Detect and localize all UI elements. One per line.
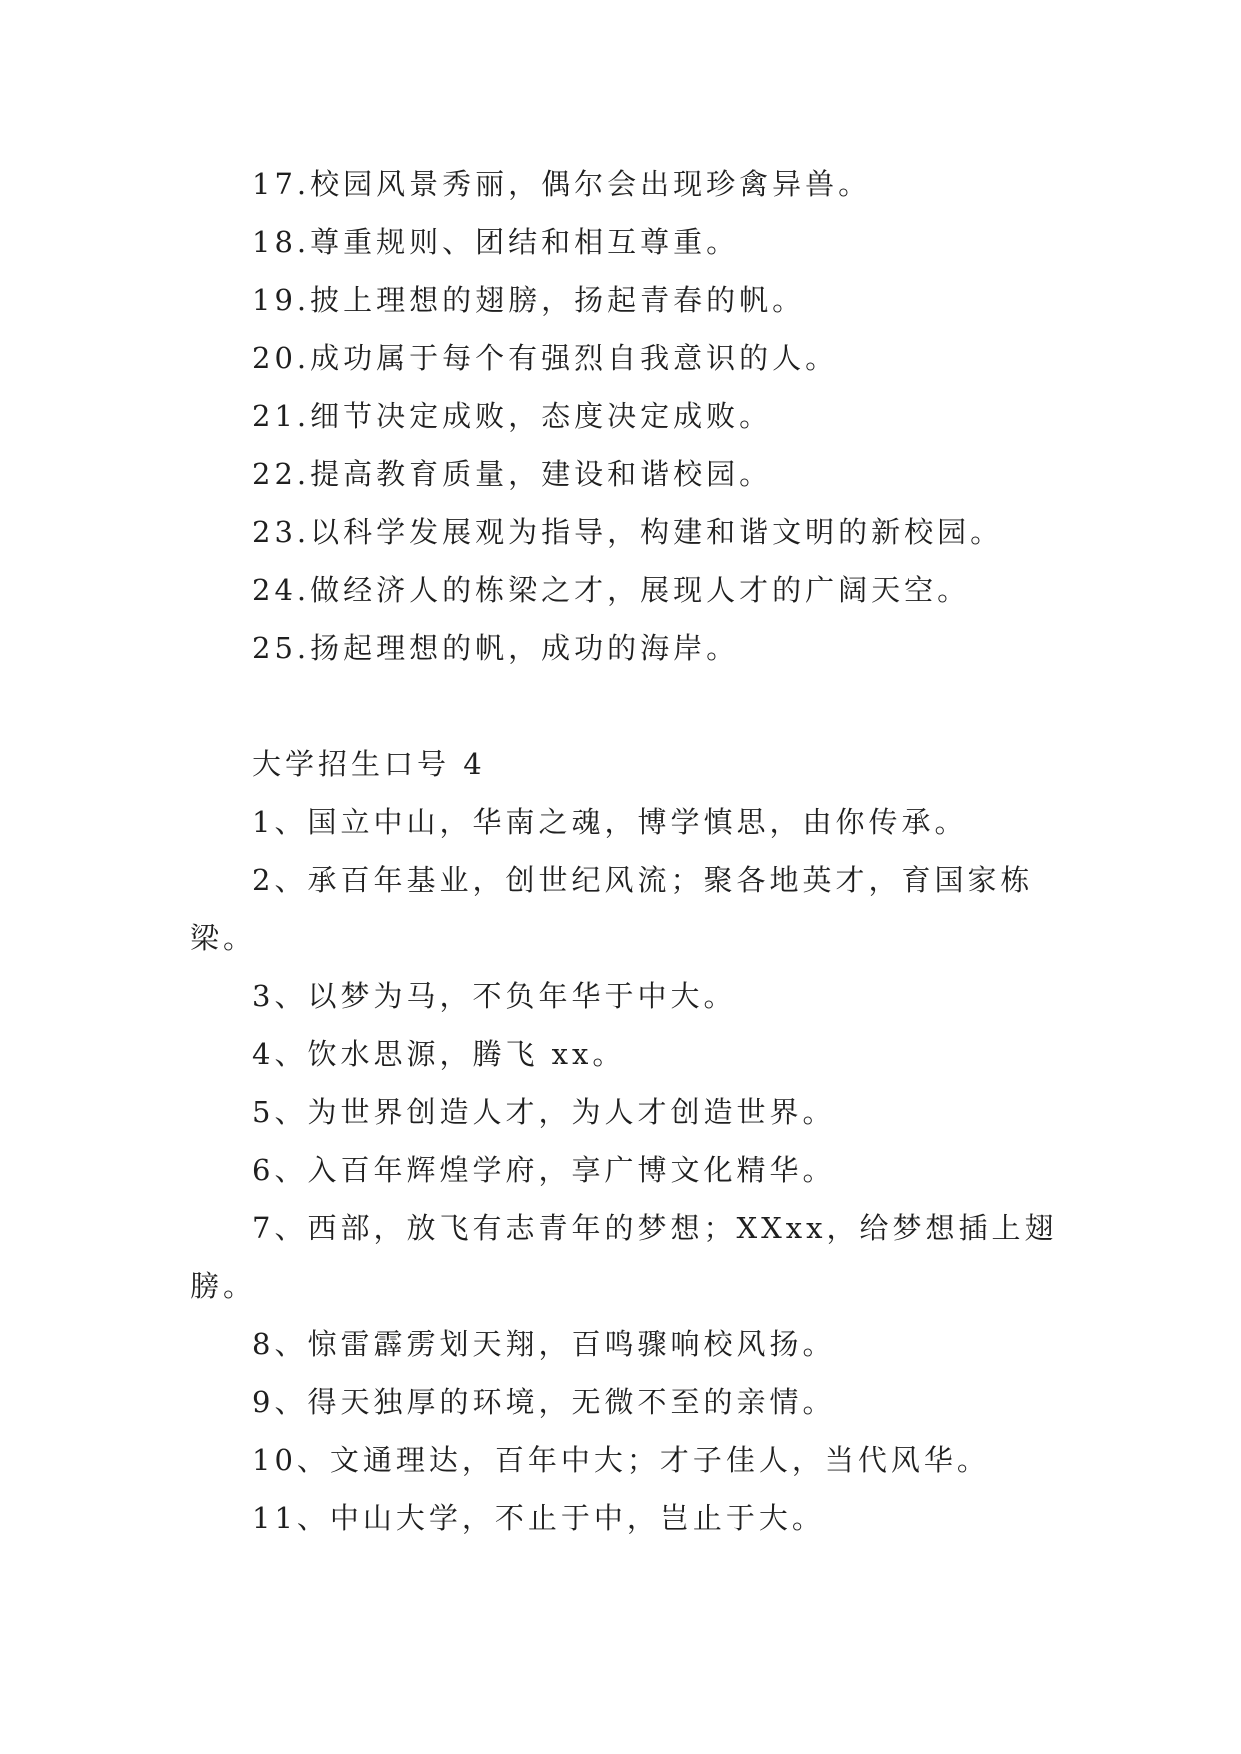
section-gap [190, 677, 1050, 735]
list-item-17: 17.校园风景秀丽，偶尔会出现珍禽异兽。 [252, 167, 872, 201]
list-item-25: 25.扬起理想的帆，成功的海岸。 [252, 631, 740, 665]
list-item-20: 20.成功属于每个有强烈自我意识的人。 [252, 341, 839, 375]
slogan-item-2-line-1: 2、承百年基业，创世纪风流；聚各地英才，育国家栋 [252, 863, 1034, 897]
slogan-item-7-line-2: 膀。 [190, 1269, 257, 1303]
slogan-item-5: 5、为世界创造人才，为人才创造世界。 [252, 1095, 836, 1129]
section-title: 大学招生口号 4 [252, 747, 486, 781]
slogan-item-8: 8、惊雷霹雳划天翔，百鸣骤响校风扬。 [252, 1327, 836, 1361]
slogan-item-7 [190, 1199, 1058, 1315]
list-item-21: 21.细节决定成败，态度决定成败。 [252, 399, 773, 433]
slogan-item-2 [190, 851, 1050, 967]
slogan-item-9: 9、得天独厚的环境，无微不至的亲情。 [252, 1385, 836, 1419]
list-item-19: 19.披上理想的翅膀，扬起青春的帆。 [252, 283, 806, 317]
list-item-23: 23.以科学发展观为指导，构建和谐文明的新校园。 [252, 515, 1004, 549]
slogan-item-7-line-1: 7、西部，放飞有志青年的梦想；XXxx，给梦想插上翅 [252, 1211, 1058, 1245]
slogan-item-6: 6、入百年辉煌学府，享广博文化精华。 [252, 1153, 836, 1187]
list-item-24: 24.做经济人的栋梁之才，展现人才的广阔天空。 [252, 573, 971, 607]
slogan-item-4: 4、饮水思源，腾飞 xx。 [252, 1037, 626, 1071]
slogan-item-3: 3、以梦为马，不负年华于中大。 [252, 979, 737, 1013]
list-item-18: 18.尊重规则、团结和相互尊重。 [252, 225, 740, 259]
slogan-item-2-line-2: 梁。 [190, 921, 257, 955]
slogan-item-10: 10、文通理达，百年中大；才子佳人，当代风华。 [252, 1443, 990, 1477]
slogan-item-11: 11、中山大学，不止于中，岂止于大。 [252, 1501, 825, 1535]
list-item-22: 22.提高教育质量，建设和谐校园。 [252, 457, 773, 491]
page-content [190, 155, 1058, 1547]
slogan-item-1: 1、国立中山，华南之魂，博学慎思，由你传承。 [252, 805, 968, 839]
